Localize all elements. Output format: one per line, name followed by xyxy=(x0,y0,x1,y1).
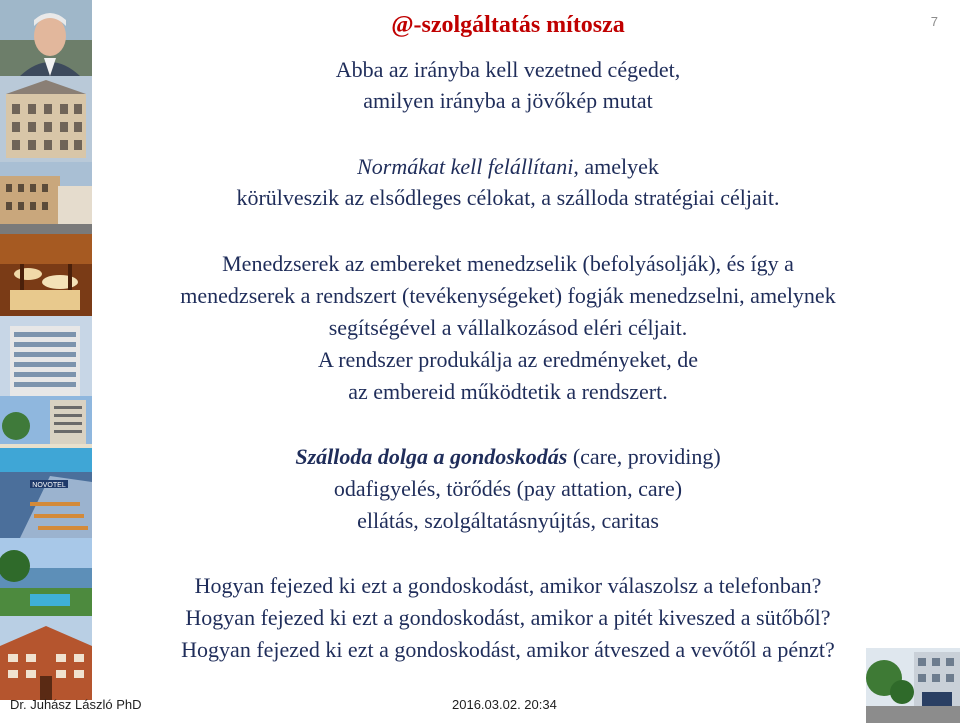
paragraph4-line1-rest: (care, providing) xyxy=(567,444,721,469)
footer-datetime: 2016.03.02. 20:34 xyxy=(452,697,557,712)
question-pie: Hogyan fejezed ki ezt a gondoskodást, amikor a pitét kiveszed a sütőből? xyxy=(185,605,831,630)
question-money: Hogyan fejezed ki ezt a gondoskodást, amikor átveszed a vevőtől a pénzt? xyxy=(181,637,835,662)
paragraph2-line1-rest: , amelyek xyxy=(573,154,659,179)
care-emphasis: Szálloda dolga a gondoskodás xyxy=(295,444,568,469)
question-phone: Hogyan fejezed ki ezt a gondoskodást, amikor válaszolsz a telefonban? xyxy=(194,573,822,598)
page-number: 7 xyxy=(930,14,938,29)
paragraph1-line1: Abba az irányba kell vezetned cégedet, xyxy=(335,57,681,82)
footer-author: Dr. Juhász László PhD xyxy=(10,697,142,712)
paragraph3-line2: menedzserek a rendszert (tevékenységeket) fogják menedzselni, amelynek xyxy=(180,283,836,308)
svg-text:NOVOTEL: NOVOTEL xyxy=(32,482,66,489)
paragraph4-line1 xyxy=(0,443,960,471)
paragraph4-line2: odafigyelés, törődés (pay attation, care) xyxy=(333,476,683,501)
paragraph3-line3: segítségével a vállalkozásod eléri céljait. xyxy=(328,315,688,340)
paragraph4-line3: ellátás, szolgáltatásnyújtás, caritas xyxy=(357,508,659,533)
paragraph3-line1: Menedzserek az embereket menedzselik (befolyásolják), és így a xyxy=(222,251,794,276)
paragraph3-line5: az embereid működtetik a rendszert. xyxy=(348,379,668,404)
paragraph3-line4: A rendszer produkálja az eredményeket, de xyxy=(318,347,698,372)
slide-title: @-szolgáltatás mítosza xyxy=(391,12,625,38)
norms-emphasis: Normákat kell felállítani xyxy=(357,154,574,179)
paragraph1-line2: amilyen irányba a jövőkép mutat xyxy=(363,88,653,113)
paragraph2-line2: körülveszik az elsődleges célokat, a szálloda stratégiai céljait. xyxy=(236,185,780,210)
paragraph2-line1 xyxy=(0,153,960,181)
